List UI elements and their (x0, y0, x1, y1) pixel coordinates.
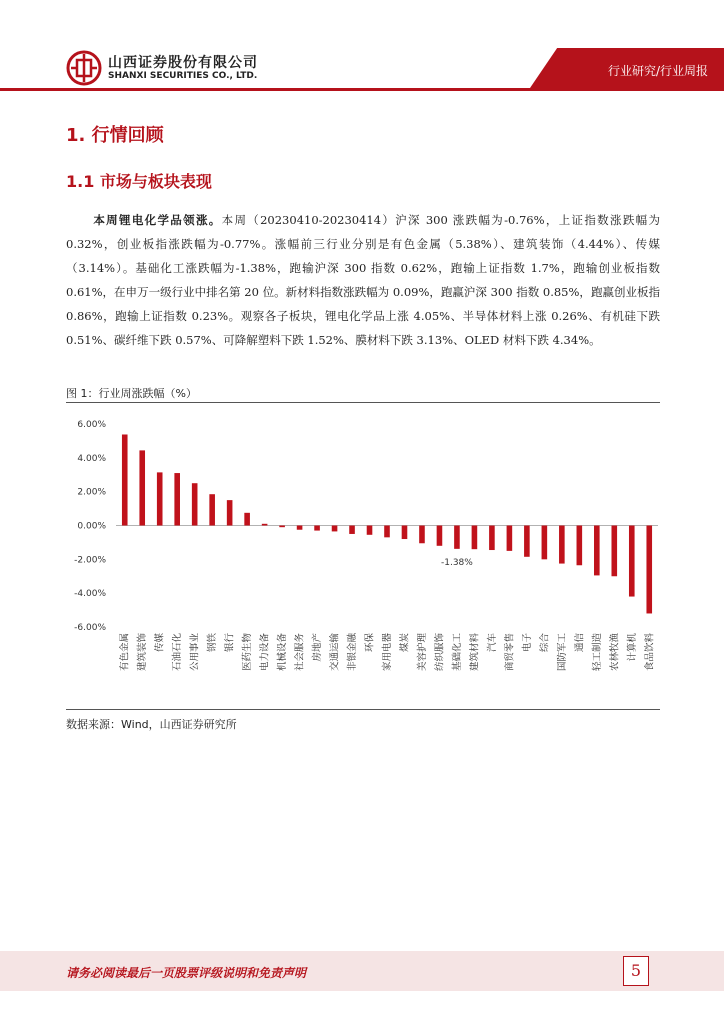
bar (437, 526, 443, 546)
bar (157, 472, 163, 525)
category-label: 家用电器 (382, 633, 393, 672)
bar (629, 526, 635, 597)
bar (192, 483, 198, 525)
bar (174, 473, 180, 525)
category-label: 轻工制造 (591, 633, 603, 672)
bar (244, 513, 250, 526)
bar (489, 526, 495, 551)
category-label: 电力设备 (259, 633, 271, 672)
category-label: 建筑材料 (469, 633, 481, 672)
company-name-en: SHANXI SECURITIES CO., LTD. (108, 71, 258, 81)
category-label: 有色金属 (119, 633, 131, 672)
figure-caption: 图 1：行业周涨跌幅（%） (66, 387, 197, 400)
category-label: 建筑装饰 (137, 633, 149, 672)
bar (139, 450, 145, 525)
bar (314, 526, 320, 531)
company-name-cn: 山西证券股份有限公司 (108, 55, 258, 71)
category-label: 交通运输 (329, 633, 341, 672)
category-label: 商贸零售 (504, 633, 516, 672)
category-label: 社会服务 (294, 633, 306, 672)
page-header (0, 0, 724, 100)
category-label: 医药生物 (242, 633, 254, 672)
bar (559, 526, 565, 564)
y-tick-label: 4.00% (77, 453, 106, 464)
category-label: 纺织服饰 (434, 633, 446, 672)
bar (577, 526, 583, 566)
section-heading: 1. 行情回顾 (66, 125, 164, 146)
market-review-paragraph (66, 208, 660, 352)
category-label: 银行 (224, 633, 236, 653)
bar (332, 526, 338, 532)
company-logo-icon (66, 50, 102, 86)
category-label: 环保 (364, 633, 376, 653)
bar (507, 526, 513, 551)
bar (419, 526, 425, 544)
category-label: 石油石化 (172, 633, 184, 672)
bar (367, 526, 373, 535)
category-label: 汽车 (486, 633, 498, 653)
bar (349, 526, 355, 534)
bar (262, 524, 268, 526)
bar (209, 494, 215, 525)
category-label: 基础化工 (451, 633, 463, 672)
bar (454, 526, 460, 549)
y-tick-label: -4.00% (74, 589, 106, 600)
report-type-tag: 行业研究/行业周报 (607, 64, 708, 78)
page-number: 5 (623, 956, 649, 986)
category-label: 美容护理 (416, 633, 428, 672)
subsection-heading: 1.1 市场与板块表现 (66, 172, 212, 191)
category-label: 煤炭 (399, 633, 411, 653)
bar (122, 434, 128, 525)
category-label: 农林牧渔 (609, 633, 621, 672)
y-tick-label: 6.00% (77, 420, 106, 430)
data-label: -1.38% (441, 557, 473, 568)
paragraph-text: 本周（20230410-20230414）沪深 300 涨跌幅为-0.76%，上证指数涨跌幅为 0.32%，创业板指涨跌幅为-0.77%。涨幅前三行业分别是有色金属（5.38%）、建筑装饰（4.44%）、传媒（3.14%）。基础化工涨跌幅为-1.38%，跑输沪深 300 指数 0.62%，跑输上证指数 1.7%，跑输创业板指数 0.61%，在申万一级行业中排名第 20 位。新材料指数涨跌幅为 0.09%，跑赢沪深 300 指数 0.85%，跑赢创业板指 0.86%，跑输上证指数 0.23%。观察各子板块，锂电化学品上涨 4.05%、半导体材料上涨 0.26%、有机硅下跌 0.51%、碳纤维下跌 0.57%、可降解塑料下跌 1.52%、膜材料下跌 3.13%、OLED 材料下跌 4.34%。 (66, 213, 660, 347)
category-label: 食品饮料 (644, 633, 656, 672)
bar (227, 500, 233, 525)
header-divider (0, 88, 724, 91)
industry-weekly-change-chart (66, 404, 660, 708)
bar (611, 526, 617, 577)
y-tick-label: -6.00% (74, 623, 106, 633)
bar (472, 526, 478, 550)
bar (279, 526, 285, 528)
bar (384, 526, 390, 538)
figure-top-rule (66, 402, 660, 403)
data-source-note: 数据来源：Wind，山西证券研究所 (66, 718, 237, 731)
paragraph-lead: 本周锂电化学品领涨。 (92, 213, 222, 227)
category-label: 房地产 (312, 633, 324, 662)
category-label: 通信 (574, 633, 586, 653)
y-tick-label: 2.00% (77, 487, 106, 498)
category-label: 传媒 (154, 633, 166, 653)
y-tick-label: -2.00% (74, 555, 106, 566)
category-label: 电子 (521, 633, 533, 653)
category-label: 机械设备 (277, 633, 289, 672)
category-label: 计算机 (626, 633, 638, 662)
bar (297, 526, 303, 530)
bar (646, 526, 652, 614)
bar (542, 526, 548, 560)
category-label: 钢铁 (207, 633, 219, 653)
figure-bottom-rule (66, 709, 660, 710)
category-label: 公用事业 (189, 633, 201, 672)
category-label: 综合 (539, 633, 551, 653)
y-tick-label: 0.00% (77, 521, 106, 532)
bar (594, 526, 600, 576)
footer-disclaimer: 请务必阅读最后一页股票评级说明和免责声明 (66, 966, 307, 980)
category-label: 国防军工 (556, 633, 568, 672)
bar (402, 526, 408, 540)
bar (524, 526, 530, 557)
category-label: 非银金融 (347, 633, 359, 672)
